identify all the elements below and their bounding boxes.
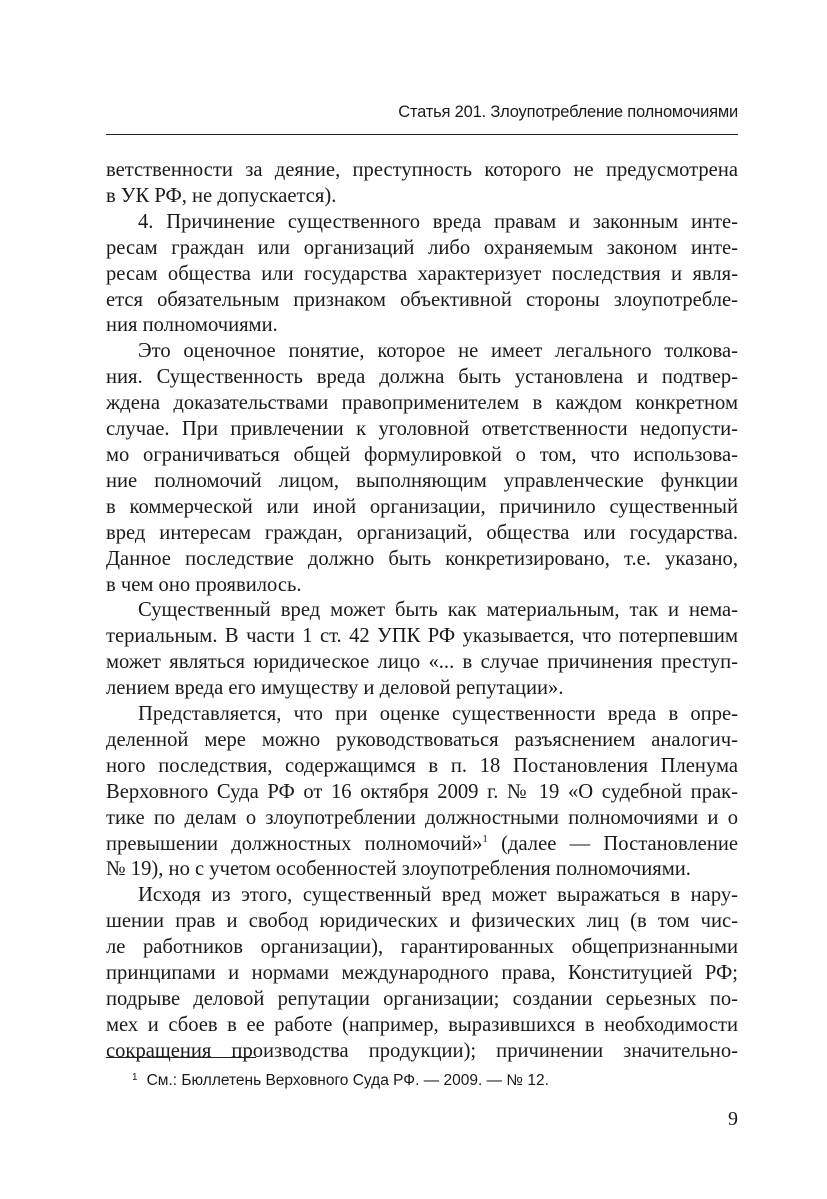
text-line: в чем оно проявилось. bbox=[106, 573, 302, 596]
running-head: Статья 201. Злоупотребление полномочиями bbox=[398, 103, 738, 121]
footnote-text: См.: Бюллетень Верховного Суда РФ. — 2009. — № 12. bbox=[146, 1072, 549, 1089]
text-segment: (далее — Постановление bbox=[487, 832, 739, 855]
text-line: Это оценочное понятие, которое не имеет легального толкова- bbox=[138, 340, 738, 363]
text-segment: превышении должностных полномочий» bbox=[106, 832, 483, 855]
text-line: мех и сбоев в ее работе (например, выразившихся в необходимости bbox=[106, 1013, 738, 1036]
text-line: Верховного Суда РФ от 16 октября 2009 г. № 19 «О судебной прак- bbox=[106, 780, 738, 803]
text-line: ресам граждан или организаций либо охраняемым законом инте- bbox=[106, 236, 738, 259]
text-line: Данное последствие должно быть конкретизировано, т.е. указано, bbox=[106, 547, 738, 570]
text-line: № 19), но с учетом особенностей злоупотребления полномочиями. bbox=[106, 858, 691, 881]
text-line: может являться юридическое лицо «... в случае причинения преступ- bbox=[106, 651, 738, 674]
text-line: сокращения производства продукции); причинении значительно- bbox=[106, 1039, 738, 1062]
text-line: ния. Существенность вреда должна быть установлена и подтвер- bbox=[106, 366, 738, 389]
text-line: лением вреда его имуществу и деловой репутации». bbox=[106, 677, 564, 700]
footnote-divider bbox=[106, 1057, 256, 1058]
text-line: ного последствия, содержащимся в п. 18 Постановления Пленума bbox=[106, 754, 738, 777]
text-line: случае. При привлечении к уголовной ответственности недопусти- bbox=[106, 418, 738, 441]
text-line: в УК РФ, не допускается). bbox=[106, 184, 337, 207]
text-line: ветственности за деяние, преступность которого не предусмотрена bbox=[106, 159, 738, 181]
text-line: подрыве деловой репутации организации; создании серьезных по- bbox=[106, 988, 738, 1010]
text-line: Представляется, что при оценке существенности вреда в опре- bbox=[138, 703, 738, 726]
body-text bbox=[106, 158, 738, 1065]
page-number: 9 bbox=[728, 1108, 738, 1130]
text-line: ние полномочий лицом, выполняющим управленческие функции bbox=[106, 469, 738, 492]
text-line: териальным. В части 1 ст. 42 УПК РФ указывается, что потерпевшим bbox=[106, 625, 738, 648]
text-line: деленной мере можно руководствоваться разъяснением аналогич- bbox=[106, 728, 738, 751]
text-line: ле работников организации), гарантированных общепризнанными bbox=[106, 936, 738, 959]
header-divider bbox=[106, 134, 738, 135]
text-line-with-footnote-ref bbox=[106, 832, 738, 858]
text-line: ется обязательным признаком объективной стороны злоупотребле- bbox=[106, 288, 738, 311]
text-line: в коммерческой или иной организации, причинило существенный bbox=[106, 495, 738, 518]
text-line: ресам общества или государства характеризует последствия и явля- bbox=[106, 262, 738, 285]
text-line: Существенный вред может быть как материальным, так и нема- bbox=[138, 599, 738, 622]
text-line: вред интересам граждан, организаций, общества или государства. bbox=[106, 521, 738, 544]
text-line: шении прав и свобод юридических и физических лиц (в том чис- bbox=[106, 910, 738, 933]
text-line: Исходя из этого, существенный вред может выражаться в нару- bbox=[138, 884, 738, 907]
text-line: ния полномочиями. bbox=[106, 314, 278, 337]
text-line: ждена доказательствами правоприменителем в каждом конкретном bbox=[106, 392, 738, 415]
text-line: мо ограничиваться общей формулировкой о том, что использова- bbox=[106, 443, 738, 466]
text-line: принципами и нормами международного права, Конституцией РФ; bbox=[106, 962, 738, 985]
footnote-number: 1 bbox=[132, 1072, 138, 1083]
text-line: 4. Причинение существенного вреда правам и законным инте- bbox=[138, 210, 738, 233]
text-line: тике по делам о злоупотреблении должностными полномочиями и о bbox=[106, 806, 738, 829]
footnote bbox=[132, 1072, 549, 1090]
footnote-ref[interactable]: 1 bbox=[482, 832, 488, 845]
